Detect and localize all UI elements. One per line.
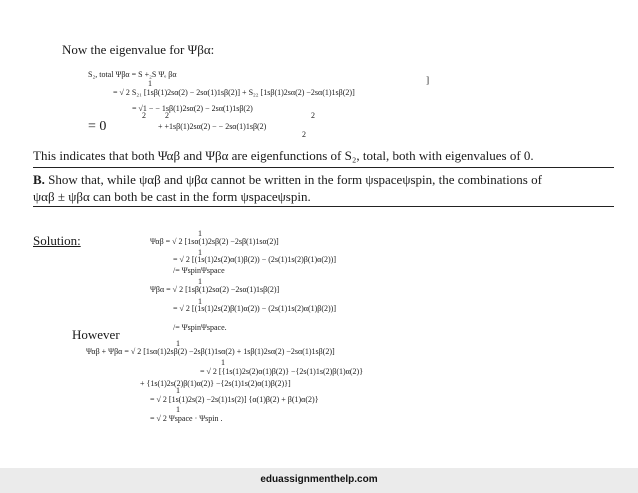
how-eq-sum: Ψαβ + Ψβα = √ 2 [1sα(1)2sβ(2) −2sβ(1)1sα(2) + 1sβ(1)2sα(2) −2sα(1)1sβ(2)] — [86, 347, 335, 356]
solution-label: Solution: — [33, 233, 81, 248]
sol-eq-psi-ba-expanded: = √ 2 [(1s(1)2s(2)β(1)α(2)) − (2s(1)1s(2)α(1)β(2))] — [173, 304, 336, 313]
footer-site-link[interactable]: eduassignmenthelp.com — [260, 474, 378, 485]
divider-bottom — [33, 206, 614, 207]
how-h5-numerator: 1 — [176, 405, 180, 414]
derivation-line-2: = √ 2 S₂₁ [1sβ(1)2sα(2) − 2sα(1)1sβ(2)] + S₂₂ [1sβ(1)2sα(2) −2sα(1)1sβ(2)] — [113, 88, 355, 97]
sol-eq-psi-ab-expanded: = √ 2 [(1s(1)2s(2)α(1)β(2)) − (2s(1)1s(2)β(1)α(2))] — [173, 255, 336, 264]
sol-e1-numerator: 1 — [198, 229, 202, 238]
derivation-line-4: + +1sβ(1)2sα(2) − − 2sα(1)1sβ(2) — [158, 122, 267, 131]
sol-e2-numerator: 1 — [198, 248, 202, 257]
sol-eq-psi-ab-not-separable: /= ΨspinΨspace — [173, 266, 225, 275]
how-h4-numerator: 1 — [176, 386, 180, 395]
how-eq-sum-factored: = √ 2 [1s(1)2s(2) −2s(1)1s(2)] {α(1)β(2) + β(1)α(2)} — [150, 395, 319, 404]
how-h2-numerator: 1 — [221, 358, 225, 367]
however-label: However — [72, 327, 120, 342]
sol-eq-psi-ba-not-separable: /= ΨspinΨspace. — [173, 323, 227, 332]
how-h1-numerator: 1 — [176, 339, 180, 348]
derivation-bracket: ] — [426, 76, 430, 86]
problem-line-1-text: Show that, while ψαβ and ψβα cannot be written in the form ψspaceψspin, the combinations of — [44, 172, 542, 187]
footer-bar — [0, 468, 638, 493]
derivation-line-2-numerator: 1 — [148, 79, 152, 88]
how-eq-sum-expanded-2: + {1s(1)2s(2)β(1)α(2)} −{2s(1)1s(2)α(1)β(2)}] — [140, 379, 291, 388]
derivation-line-3-den-a: 2 — [142, 111, 146, 120]
conclusion-text: This indicates that both Ψαβ and Ψβα are eigenfunctions of S₂, total, both with eigenvalues of 0. — [33, 148, 534, 163]
sol-e5-numerator: 1 — [198, 297, 202, 306]
derivation-line-4-den: 2 — [302, 130, 306, 139]
derivation-line-3: = √1 − − 1sβ(1)2sα(2) − 2sα(1)1sβ(2) — [132, 104, 253, 113]
intro-text: Now the eigenvalue for Ψβα: — [62, 42, 215, 57]
sol-e4-numerator: 1 — [198, 277, 202, 286]
how-eq-sum-separable: = √ 2 Ψspace · Ψspin . — [150, 414, 223, 423]
problem-label: B. — [33, 172, 45, 187]
problem-statement-line-2: ψαβ ± ψβα can both be cast in the form ψspaceψspin. — [33, 189, 311, 204]
sol-eq-psi-ab: Ψαβ = √ 2 [1sα(1)2sβ(2) −2sβ(1)1sα(2)] — [150, 237, 279, 246]
how-eq-sum-expanded-1: = √ 2 [{1s(1)2s(2)α(1)β(2)} −{2s(1)1s(2)β(1)α(2)} — [200, 367, 364, 376]
derivation-line-4-lhs: = 0 — [88, 119, 107, 134]
divider-top — [33, 167, 614, 168]
derivation-line-1: S₂, total Ψβα = S +₂S Ψₑ βα — [88, 70, 177, 79]
problem-statement-line-1 — [33, 172, 542, 188]
sol-eq-psi-ba: Ψβα = √ 2 [1sβ(1)2sα(2) −2sα(1)1sβ(2)] — [150, 285, 280, 294]
derivation-line-3-den-c: 2 — [311, 111, 315, 120]
derivation-line-3-den-b: 2 — [165, 111, 169, 120]
